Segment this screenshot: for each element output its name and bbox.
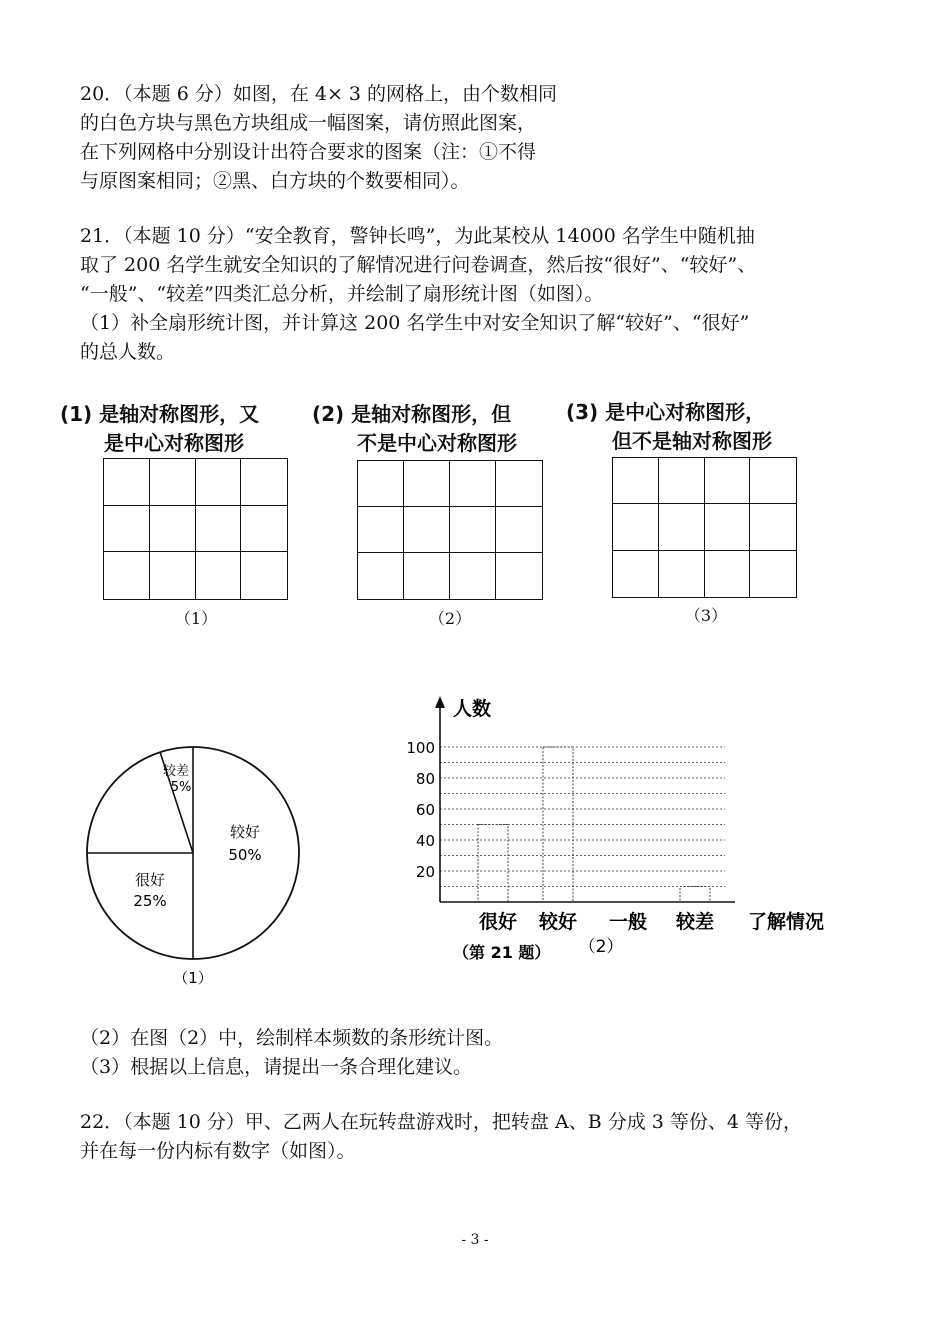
y-axis-label: 人数	[453, 698, 492, 720]
slice-value-jiaohao: 50%	[228, 846, 262, 864]
x-tick-label: 较差	[675, 911, 715, 933]
grid-cell[interactable]	[450, 461, 496, 507]
y-tick-label: 100	[406, 739, 435, 757]
grid-cell[interactable]	[150, 552, 196, 599]
grid-cell[interactable]	[150, 459, 196, 506]
grid-cell[interactable]	[659, 551, 705, 597]
bar-chart	[395, 690, 840, 970]
grid-1-label-line-2: 是中心对称图形	[104, 431, 244, 455]
grid-cell[interactable]	[750, 551, 796, 597]
grid-cell[interactable]	[705, 504, 751, 550]
slice-label-henhao: 很好	[134, 871, 166, 889]
q21-line-3: “一般”、“较差”四类汇总分析，并绘制了扇形统计图（如图）。	[80, 283, 604, 305]
grid-cell[interactable]	[358, 507, 404, 553]
grid-cell[interactable]	[241, 552, 287, 599]
grid-cell[interactable]	[104, 552, 150, 599]
q22-line-2: 并在每一份内标有数字（如图）。	[80, 1140, 356, 1162]
y-tick-labels	[406, 739, 435, 881]
q20-line-2: 的白色方块与黑色方块组成一幅图案，请仿照此图案，	[80, 112, 537, 134]
grid-1[interactable]	[103, 458, 288, 600]
grid-cell[interactable]	[404, 553, 450, 599]
grid-cell[interactable]	[659, 504, 705, 550]
grid-cell[interactable]	[613, 551, 659, 597]
q21-part-2: （2）在图（2）中，绘制样本频数的条形统计图。	[80, 1027, 504, 1049]
grid-3[interactable]	[612, 457, 797, 598]
grid-cell[interactable]	[404, 461, 450, 507]
grid-2[interactable]	[357, 460, 543, 600]
q21-line-4: （1）补全扇形统计图，并计算这 200 名学生中对安全知识了解“较好”、“很好”	[80, 312, 750, 334]
y-tick-label: 40	[415, 832, 435, 850]
grid-cell[interactable]	[496, 461, 542, 507]
page-number: - 3 -	[461, 1232, 489, 1248]
y-tick-label: 60	[415, 801, 435, 819]
grid-cell[interactable]	[196, 552, 242, 599]
q21-part-3: （3）根据以上信息，请提出一条合理化建议。	[80, 1056, 473, 1078]
q20-line-4: 与原图案相同；②黑、白方块的个数要相同）。	[80, 170, 470, 192]
q22-line-1: 22．（本题 10 分）甲、乙两人在玩转盘游戏时，把转盘 A、B 分成 3 等份、4 等份，	[80, 1111, 802, 1133]
q21-line-1: 21．（本题 10 分）“安全教育，警钟长鸣”，为此某校从 14000 名学生中随机抽	[80, 225, 755, 247]
grid-cell[interactable]	[404, 507, 450, 553]
q20-line-3: 在下列网格中分别设计出符合要求的图案（注：①不得	[80, 141, 537, 163]
grid-3-label-line-1: (3) 是中心对称图形，	[566, 400, 766, 424]
grid-cell[interactable]	[496, 507, 542, 553]
grid-cell[interactable]	[104, 506, 150, 553]
grid-1-label-line-1: (1) 是轴对称图形，又	[60, 402, 260, 426]
grid-cell[interactable]	[750, 458, 796, 504]
grid-2-label-line-1: (2) 是轴对称图形，但	[312, 402, 512, 426]
slice-label-jiaocha: 较差	[162, 764, 190, 779]
grid-cell[interactable]	[705, 551, 751, 597]
x-tick-label: 一般	[608, 911, 648, 933]
grid-cell[interactable]	[196, 506, 242, 553]
grid-cell[interactable]	[496, 553, 542, 599]
grid-cell[interactable]	[613, 458, 659, 504]
grid-3-label-line-2: 但不是轴对称图形	[612, 429, 772, 453]
grid-2-caption: （2）	[428, 609, 472, 628]
q21-line-5: 的总人数。	[80, 341, 176, 363]
grid-cell[interactable]	[241, 459, 287, 506]
slice-value-jiaocha: 5%	[170, 780, 192, 795]
figure-label: （第 21 题）	[453, 943, 551, 962]
bar-4	[680, 887, 710, 903]
grid-cell[interactable]	[358, 461, 404, 507]
grid-3-caption: （3）	[684, 606, 728, 625]
grid-cell[interactable]	[358, 553, 404, 599]
q20-line-1: 20．（本题 6 分）如图，在 4× 3 的网格上，由个数相同	[80, 83, 558, 105]
slice-label-jiaohao: 较好	[229, 823, 261, 841]
x-tick-label: 很好	[478, 911, 518, 933]
q21-line-2: 取了 200 名学生就安全知识的了解情况进行问卷调查，然后按“很好”、“较好”、	[80, 254, 757, 276]
grid-cell[interactable]	[150, 506, 196, 553]
grid-cell[interactable]	[196, 459, 242, 506]
y-axis-arrow	[435, 696, 445, 708]
grid-cell[interactable]	[613, 504, 659, 550]
x-tick-labels	[479, 910, 714, 933]
grid-cell[interactable]	[104, 459, 150, 506]
grid-2-label-line-2: 不是中心对称图形	[357, 431, 517, 455]
grid-lines	[440, 747, 725, 887]
pie-caption: （1）	[173, 969, 213, 987]
grid-1-caption: （1）	[174, 609, 218, 628]
grid-cell[interactable]	[659, 458, 705, 504]
bar-chart-caption: （2）	[578, 937, 624, 957]
grid-cell[interactable]	[705, 458, 751, 504]
slice-value-henhao: 25%	[133, 892, 167, 910]
x-tick-label: 较好	[538, 911, 578, 933]
grid-cell[interactable]	[450, 553, 496, 599]
pie-chart	[80, 740, 320, 1000]
grid-cell[interactable]	[450, 507, 496, 553]
y-tick-label: 20	[415, 863, 435, 881]
y-tick-label: 80	[415, 770, 435, 788]
grid-cell[interactable]	[750, 504, 796, 550]
x-axis-label: 了解情况	[748, 911, 825, 933]
grid-cell[interactable]	[241, 506, 287, 553]
bar-1	[478, 825, 508, 903]
